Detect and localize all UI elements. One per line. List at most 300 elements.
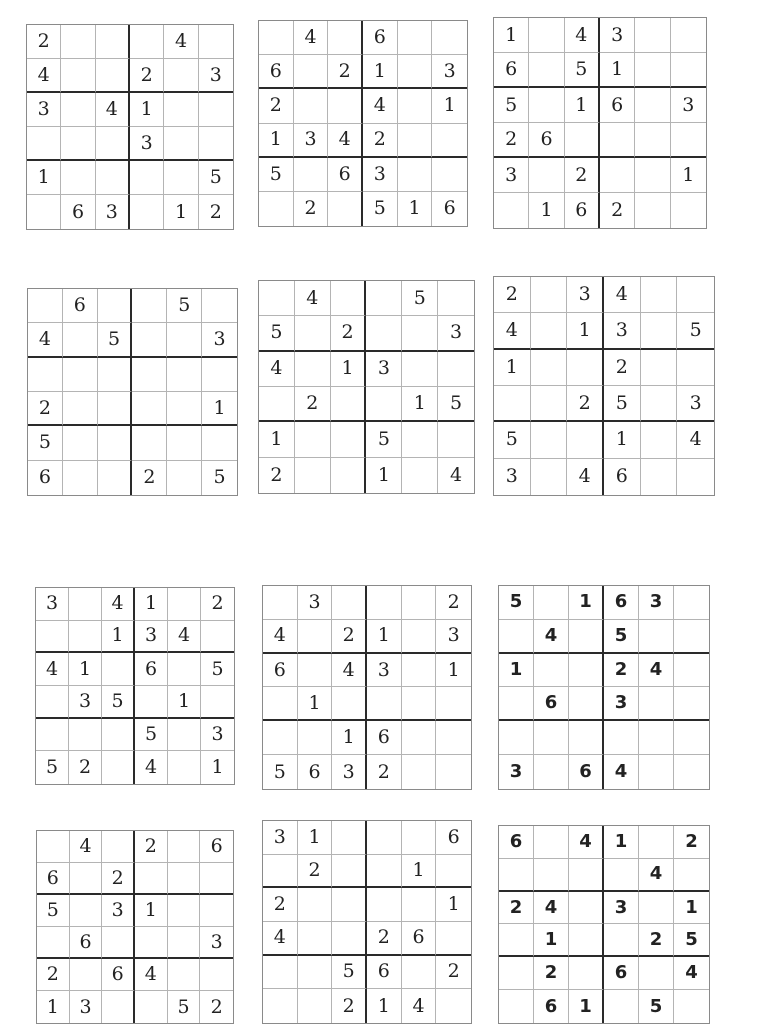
sudoku-cell: 5 bbox=[201, 653, 234, 686]
sudoku-cell: 1 bbox=[102, 621, 135, 654]
sudoku-cell: 5 bbox=[402, 281, 438, 316]
sudoku-cell bbox=[168, 895, 201, 927]
sudoku-cell bbox=[674, 721, 709, 755]
sudoku-cell bbox=[402, 422, 438, 457]
sudoku-cell bbox=[402, 654, 437, 688]
sudoku-cell bbox=[534, 586, 569, 620]
sudoku-cell: 2 bbox=[363, 124, 398, 158]
sudoku-cell bbox=[164, 59, 198, 93]
sudoku-cell bbox=[27, 127, 61, 161]
sudoku-cell bbox=[639, 755, 674, 789]
sudoku-cell: 6 bbox=[600, 88, 635, 123]
sudoku-cell bbox=[69, 719, 102, 752]
sudoku-cell: 3 bbox=[567, 277, 604, 313]
sudoku-cell bbox=[529, 18, 564, 53]
sudoku-cell bbox=[168, 863, 201, 895]
sudoku-grid-2 bbox=[258, 20, 468, 227]
sudoku-cell: 4 bbox=[28, 323, 63, 357]
sudoku-cell bbox=[367, 888, 402, 922]
sudoku-cell: 6 bbox=[259, 55, 294, 89]
sudoku-cell: 3 bbox=[200, 927, 233, 959]
sudoku-cell: 2 bbox=[132, 461, 167, 495]
sudoku-cell bbox=[200, 863, 233, 895]
sudoku-cell bbox=[398, 124, 433, 158]
sudoku-cell bbox=[367, 821, 402, 855]
sudoku-cell bbox=[641, 277, 678, 313]
sudoku-cell bbox=[102, 653, 135, 686]
sudoku-cell bbox=[402, 821, 437, 855]
sudoku-cell bbox=[98, 461, 133, 495]
sudoku-cell bbox=[674, 990, 709, 1023]
sudoku-cell: 4 bbox=[96, 93, 130, 127]
sudoku-cell: 4 bbox=[328, 124, 363, 158]
sudoku-cell bbox=[295, 458, 331, 493]
sudoku-cell bbox=[641, 350, 678, 386]
sudoku-cell: 5 bbox=[674, 924, 709, 957]
sudoku-cell bbox=[331, 422, 367, 457]
sudoku-cell: 1 bbox=[402, 855, 437, 889]
sudoku-cell bbox=[402, 721, 437, 755]
sudoku-cell bbox=[37, 831, 70, 863]
sudoku-cell: 3 bbox=[363, 158, 398, 192]
sudoku-cell bbox=[295, 352, 331, 387]
sudoku-cell bbox=[402, 458, 438, 493]
sudoku-cell: 3 bbox=[199, 59, 233, 93]
sudoku-cell bbox=[398, 158, 433, 192]
sudoku-cell bbox=[402, 586, 437, 620]
sudoku-cell: 3 bbox=[27, 93, 61, 127]
sudoku-cell: 6 bbox=[70, 927, 103, 959]
sudoku-cell bbox=[69, 621, 102, 654]
sudoku-cell bbox=[28, 289, 63, 323]
sudoku-cell: 5 bbox=[438, 387, 474, 422]
sudoku-cell bbox=[531, 313, 568, 349]
sudoku-cell: 3 bbox=[604, 892, 639, 925]
sudoku-cell bbox=[402, 620, 437, 654]
sudoku-cell bbox=[499, 957, 534, 990]
sudoku-cell bbox=[199, 127, 233, 161]
sudoku-cell: 4 bbox=[450, 463, 463, 486]
sudoku-cell bbox=[164, 161, 198, 195]
sudoku-cell: 3 bbox=[677, 386, 714, 422]
sudoku-cell bbox=[202, 289, 237, 323]
sudoku-cell bbox=[96, 161, 130, 195]
sudoku-cell: 2 bbox=[259, 89, 294, 123]
sudoku-cell bbox=[61, 93, 95, 127]
sudoku-cell bbox=[70, 959, 103, 991]
sudoku-cell: 4 bbox=[639, 859, 674, 892]
sudoku-cell: 2 bbox=[494, 123, 529, 158]
sudoku-cell: 5 bbox=[259, 316, 295, 351]
sudoku-cell: 5 bbox=[199, 161, 233, 195]
sudoku-cell: 4 bbox=[565, 18, 600, 53]
sudoku-cell bbox=[36, 719, 69, 752]
sudoku-cell: 1 bbox=[569, 990, 604, 1023]
sudoku-cell bbox=[635, 123, 670, 158]
sudoku-cell: 5 bbox=[259, 158, 294, 192]
sudoku-cell bbox=[328, 89, 363, 123]
sudoku-cell bbox=[677, 277, 714, 313]
sudoku-cell: 6 bbox=[63, 289, 98, 323]
sudoku-cell bbox=[641, 386, 678, 422]
sudoku-cell: 5 bbox=[213, 466, 226, 489]
sudoku-cell: 6 bbox=[604, 459, 641, 495]
sudoku-cell bbox=[531, 386, 568, 422]
sudoku-cell bbox=[367, 687, 402, 721]
sudoku-cell: 3 bbox=[600, 18, 635, 53]
sudoku-cell: 4 bbox=[295, 281, 331, 316]
sudoku-cell: 6 bbox=[328, 158, 363, 192]
sudoku-cell bbox=[168, 959, 201, 991]
sudoku-cell: 4 bbox=[569, 826, 604, 859]
sudoku-cell: 3 bbox=[494, 459, 531, 495]
sudoku-cell: 1 bbox=[367, 620, 402, 654]
sudoku-cell bbox=[569, 859, 604, 892]
sudoku-cell bbox=[263, 586, 298, 620]
sudoku-cell bbox=[432, 158, 467, 192]
sudoku-cell: 1 bbox=[331, 352, 367, 387]
sudoku-cell bbox=[135, 686, 168, 719]
sudoku-cell: 1 bbox=[529, 193, 564, 228]
sudoku-cell bbox=[674, 687, 709, 721]
sudoku-cell: 2 bbox=[69, 751, 102, 784]
sudoku-cell bbox=[639, 957, 674, 990]
sudoku-grid-11 bbox=[262, 820, 472, 1024]
sudoku-cell: 3 bbox=[263, 821, 298, 855]
sudoku-cell: 1 bbox=[494, 350, 531, 386]
sudoku-cell bbox=[567, 350, 604, 386]
sudoku-cell: 2 bbox=[674, 826, 709, 859]
sudoku-cell bbox=[534, 755, 569, 789]
sudoku-cell bbox=[199, 93, 233, 127]
sudoku-cell bbox=[328, 21, 363, 55]
sudoku-cell: 4 bbox=[164, 25, 198, 59]
sudoku-cell: 4 bbox=[567, 459, 604, 495]
sudoku-cell: 2 bbox=[604, 654, 639, 688]
sudoku-cell bbox=[534, 826, 569, 859]
sudoku-cell bbox=[130, 161, 164, 195]
sudoku-cell bbox=[168, 653, 201, 686]
sudoku-cell: 1 bbox=[363, 55, 398, 89]
sudoku-cell: 6 bbox=[37, 863, 70, 895]
sudoku-cell bbox=[63, 323, 98, 357]
sudoku-cell bbox=[635, 158, 670, 193]
sudoku-cell bbox=[295, 422, 331, 457]
sudoku-cell bbox=[332, 586, 367, 620]
sudoku-cell bbox=[499, 859, 534, 892]
sudoku-cell: 1 bbox=[494, 18, 529, 53]
sudoku-cell: 6 bbox=[200, 831, 233, 863]
sudoku-cell bbox=[135, 863, 168, 895]
sudoku-cell bbox=[202, 426, 237, 460]
sudoku-cell bbox=[98, 358, 133, 392]
sudoku-cell bbox=[398, 21, 433, 55]
sudoku-cell: 3 bbox=[70, 991, 103, 1023]
sudoku-cell: 1 bbox=[298, 687, 333, 721]
sudoku-cell bbox=[674, 859, 709, 892]
sudoku-cell: 3 bbox=[494, 158, 529, 193]
sudoku-cell bbox=[402, 755, 437, 789]
sudoku-grid-5 bbox=[258, 280, 475, 494]
sudoku-cell: 6 bbox=[298, 755, 333, 789]
sudoku-cell bbox=[402, 352, 438, 387]
sudoku-cell: 3 bbox=[298, 586, 333, 620]
sudoku-cell: 1 bbox=[604, 422, 641, 458]
sudoku-cell bbox=[201, 686, 234, 719]
sudoku-cell bbox=[102, 991, 135, 1023]
sudoku-cell: 5 bbox=[639, 990, 674, 1023]
sudoku-cell bbox=[294, 89, 329, 123]
sudoku-cell: 3 bbox=[438, 316, 474, 351]
sudoku-cell: 5 bbox=[36, 751, 69, 784]
sudoku-cell: 3 bbox=[366, 352, 402, 387]
sudoku-cell: 5 bbox=[366, 422, 402, 457]
sudoku-cell: 1 bbox=[298, 821, 333, 855]
sudoku-cell: 2 bbox=[332, 620, 367, 654]
sudoku-cell: 6 bbox=[534, 990, 569, 1023]
sudoku-cell bbox=[635, 18, 670, 53]
sudoku-cell: 3 bbox=[294, 124, 329, 158]
sudoku-cell: 4 bbox=[604, 277, 641, 313]
sudoku-cell bbox=[639, 826, 674, 859]
sudoku-cell bbox=[436, 687, 471, 721]
sudoku-cell bbox=[569, 957, 604, 990]
sudoku-cell: 2 bbox=[499, 892, 534, 925]
sudoku-cell bbox=[499, 687, 534, 721]
sudoku-cell: 1 bbox=[135, 895, 168, 927]
sudoku-cell: 5 bbox=[363, 192, 398, 226]
sudoku-cell: 4 bbox=[639, 654, 674, 688]
sudoku-cell bbox=[96, 127, 130, 161]
sudoku-cell bbox=[168, 831, 201, 863]
sudoku-cell bbox=[674, 654, 709, 688]
sudoku-cell bbox=[168, 927, 201, 959]
sudoku-cell bbox=[70, 895, 103, 927]
sudoku-cell bbox=[294, 55, 329, 89]
sudoku-cell: 4 bbox=[36, 653, 69, 686]
sudoku-cell: 5 bbox=[494, 88, 529, 123]
sudoku-cell: 4 bbox=[674, 957, 709, 990]
sudoku-cell: 5 bbox=[494, 422, 531, 458]
sudoku-cell: 5 bbox=[28, 426, 63, 460]
sudoku-cell bbox=[531, 277, 568, 313]
sudoku-cell: 5 bbox=[98, 323, 133, 357]
sudoku-cell: 1 bbox=[259, 422, 295, 457]
sudoku-cell bbox=[604, 859, 639, 892]
sudoku-cell bbox=[398, 55, 433, 89]
sudoku-cell bbox=[61, 25, 95, 59]
sudoku-cell bbox=[639, 892, 674, 925]
sudoku-cell: 4 bbox=[168, 621, 201, 654]
sudoku-cell: 4 bbox=[135, 959, 168, 991]
sudoku-cell bbox=[639, 721, 674, 755]
sudoku-cell bbox=[298, 888, 333, 922]
sudoku-cell bbox=[168, 719, 201, 752]
sudoku-cell: 2 bbox=[295, 387, 331, 422]
sudoku-cell bbox=[604, 990, 639, 1023]
sudoku-cell: 6 bbox=[604, 586, 639, 620]
sudoku-cell: 3 bbox=[36, 588, 69, 621]
sudoku-cell: 1 bbox=[499, 654, 534, 688]
sudoku-cell bbox=[569, 892, 604, 925]
sudoku-cell: 3 bbox=[604, 313, 641, 349]
sudoku-cell bbox=[569, 687, 604, 721]
sudoku-cell: 6 bbox=[61, 195, 95, 229]
sudoku-cell: 2 bbox=[367, 922, 402, 956]
sudoku-cell bbox=[499, 721, 534, 755]
sudoku-cell bbox=[436, 755, 471, 789]
sudoku-cell bbox=[332, 687, 367, 721]
sudoku-cell bbox=[499, 990, 534, 1023]
sudoku-cell: 4 bbox=[27, 59, 61, 93]
sudoku-cell bbox=[263, 855, 298, 889]
sudoku-cell: 6 bbox=[402, 922, 437, 956]
sudoku-cell bbox=[199, 25, 233, 59]
sudoku-grid-3 bbox=[493, 17, 707, 229]
sudoku-cell bbox=[130, 25, 164, 59]
sudoku-cell: 2 bbox=[102, 863, 135, 895]
sudoku-cell bbox=[167, 461, 202, 495]
sudoku-cell bbox=[398, 89, 433, 123]
sudoku-cell: 6 bbox=[263, 654, 298, 688]
sudoku-cell: 3 bbox=[201, 719, 234, 752]
sudoku-cell: 3 bbox=[499, 755, 534, 789]
sudoku-cell bbox=[534, 859, 569, 892]
sudoku-cell: 5 bbox=[135, 719, 168, 752]
sudoku-cell: 5 bbox=[167, 289, 202, 323]
sudoku-cell: 5 bbox=[565, 53, 600, 88]
sudoku-cell: 3 bbox=[102, 895, 135, 927]
sudoku-cell bbox=[96, 59, 130, 93]
sudoku-cell bbox=[135, 991, 168, 1023]
sudoku-cell bbox=[332, 821, 367, 855]
sudoku-cell bbox=[366, 316, 402, 351]
sudoku-cell bbox=[366, 281, 402, 316]
sudoku-cell bbox=[639, 687, 674, 721]
sudoku-cell bbox=[402, 956, 437, 990]
sudoku-cell bbox=[331, 281, 367, 316]
sudoku-cell: 1 bbox=[674, 892, 709, 925]
sudoku-cell: 4 bbox=[604, 755, 639, 789]
sudoku-cell bbox=[438, 422, 474, 457]
sudoku-cell bbox=[569, 654, 604, 688]
sudoku-cell bbox=[529, 158, 564, 193]
sudoku-cell: 6 bbox=[28, 461, 63, 495]
sudoku-cell bbox=[298, 721, 333, 755]
sudoku-cell: 2 bbox=[37, 959, 70, 991]
sudoku-cell: 3 bbox=[604, 687, 639, 721]
sudoku-cell: 2 bbox=[534, 957, 569, 990]
sudoku-cell bbox=[677, 459, 714, 495]
sudoku-cell bbox=[63, 358, 98, 392]
sudoku-cell bbox=[402, 316, 438, 351]
sudoku-grid-6 bbox=[493, 276, 715, 496]
sudoku-cell bbox=[432, 124, 467, 158]
sudoku-cell bbox=[28, 358, 63, 392]
sudoku-grid-7 bbox=[35, 587, 235, 785]
sudoku-cell bbox=[70, 863, 103, 895]
sudoku-cell bbox=[641, 459, 678, 495]
sudoku-cell bbox=[168, 588, 201, 621]
sudoku-cell: 2 bbox=[604, 350, 641, 386]
sudoku-cell bbox=[263, 956, 298, 990]
sudoku-cell: 2 bbox=[135, 831, 168, 863]
sudoku-cell bbox=[98, 392, 133, 426]
sudoku-cell bbox=[36, 621, 69, 654]
sudoku-cell: 6 bbox=[367, 721, 402, 755]
sudoku-cell: 4 bbox=[263, 620, 298, 654]
sudoku-grid-1 bbox=[26, 24, 234, 230]
sudoku-cell: 2 bbox=[209, 200, 222, 223]
sudoku-cell bbox=[332, 922, 367, 956]
sudoku-cell bbox=[259, 192, 294, 226]
sudoku-cell: 4 bbox=[363, 89, 398, 123]
sudoku-cell bbox=[438, 352, 474, 387]
sudoku-cell: 6 bbox=[436, 821, 471, 855]
sudoku-cell bbox=[69, 588, 102, 621]
sudoku-cell: 6 bbox=[529, 123, 564, 158]
sudoku-cell: 1 bbox=[135, 588, 168, 621]
sudoku-cell bbox=[132, 289, 167, 323]
sudoku-cell: 5 bbox=[263, 755, 298, 789]
sudoku-cell: 2 bbox=[639, 924, 674, 957]
sudoku-cell: 6 bbox=[604, 957, 639, 990]
sudoku-cell: 2 bbox=[565, 158, 600, 193]
sudoku-cell: 3 bbox=[367, 654, 402, 688]
sudoku-cell: 6 bbox=[499, 826, 534, 859]
sudoku-cell bbox=[96, 25, 130, 59]
sudoku-cell: 2 bbox=[210, 995, 223, 1018]
sudoku-cell: 2 bbox=[436, 586, 471, 620]
sudoku-cell bbox=[569, 924, 604, 957]
sudoku-cell bbox=[135, 927, 168, 959]
sudoku-cell bbox=[27, 195, 61, 229]
sudoku-cell: 2 bbox=[27, 25, 61, 59]
sudoku-cell bbox=[294, 158, 329, 192]
sudoku-cell bbox=[298, 956, 333, 990]
sudoku-cell: 3 bbox=[69, 686, 102, 719]
sudoku-grid-9 bbox=[498, 585, 710, 790]
sudoku-cell bbox=[61, 59, 95, 93]
sudoku-cell bbox=[494, 386, 531, 422]
sudoku-cell bbox=[164, 93, 198, 127]
sudoku-cell: 1 bbox=[567, 313, 604, 349]
sudoku-cell: 1 bbox=[211, 756, 224, 779]
sudoku-cell: 2 bbox=[367, 755, 402, 789]
sudoku-cell bbox=[604, 924, 639, 957]
sudoku-cell bbox=[641, 422, 678, 458]
sudoku-cell: 5 bbox=[168, 991, 201, 1023]
sudoku-cell: 6 bbox=[534, 687, 569, 721]
sudoku-cell bbox=[98, 426, 133, 460]
sudoku-cell bbox=[567, 422, 604, 458]
sudoku-cell: 4 bbox=[677, 422, 714, 458]
sudoku-cell: 4 bbox=[332, 654, 367, 688]
sudoku-cell bbox=[600, 158, 635, 193]
sudoku-cell bbox=[259, 387, 295, 422]
sudoku-cell bbox=[259, 21, 294, 55]
sudoku-cell bbox=[132, 392, 167, 426]
sudoku-cell: 5 bbox=[37, 895, 70, 927]
sudoku-cell: 3 bbox=[202, 323, 237, 357]
sudoku-cell bbox=[102, 719, 135, 752]
sudoku-cell: 4 bbox=[263, 922, 298, 956]
sudoku-cell: 2 bbox=[130, 59, 164, 93]
sudoku-cell bbox=[671, 53, 706, 88]
sudoku-cell: 3 bbox=[135, 621, 168, 654]
sudoku-cell bbox=[565, 123, 600, 158]
sudoku-cell bbox=[569, 620, 604, 654]
